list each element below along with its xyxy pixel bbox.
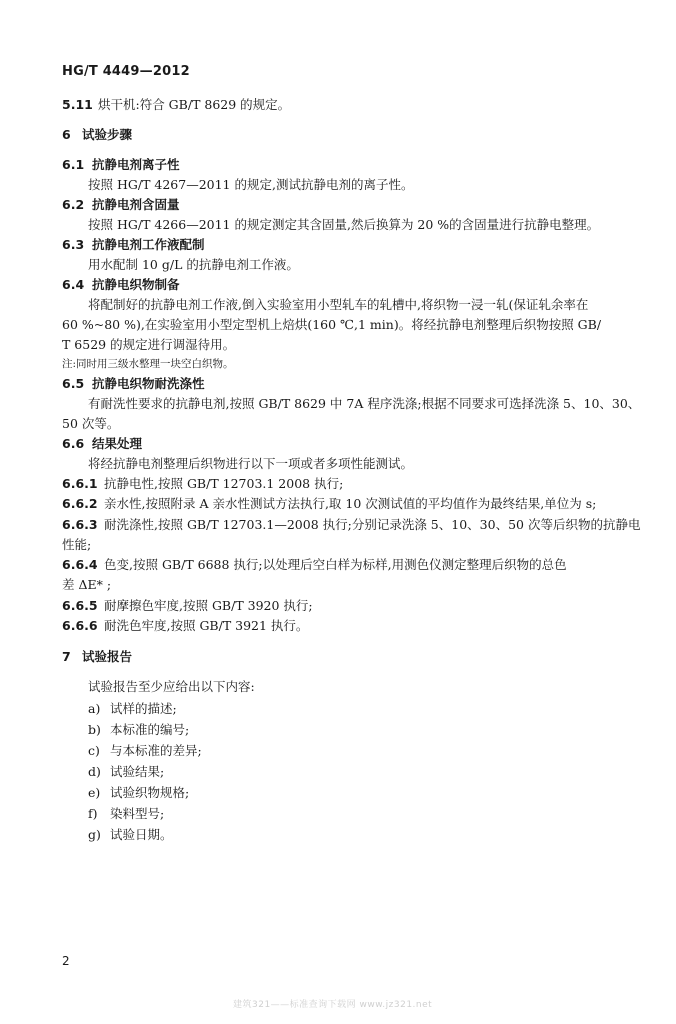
clause-6-5-body-line-1: 有耐洗性要求的抗静电剂,按照 GB/T 8629 中 7A 程序洗涤;根据不同要求可选择洗涤 5、10、30、 [88, 396, 641, 411]
clause-text: 烘干机:符合 GB/T 8629 的规定。 [98, 97, 291, 112]
clause-number: 6.6 [62, 436, 85, 451]
clause-number: 6.6.3 [62, 517, 98, 532]
clause-5-11 [62, 96, 290, 114]
clause-number: 6.5 [62, 376, 85, 391]
list-item [88, 763, 164, 781]
section-title: 试验报告 [82, 649, 133, 664]
clause-number: 6.6.6 [62, 618, 98, 633]
clause-6-4-body-line-3: T 6529 的规定进行调湿待用。 [62, 337, 236, 352]
clause-number: 6.6.1 [62, 476, 98, 491]
clause-number: 6.4 [62, 277, 85, 292]
section-number: 7 [62, 649, 71, 664]
list-item [88, 784, 189, 802]
clause-number: 6.3 [62, 237, 85, 252]
list-item-text: 与本标准的差异; [110, 743, 202, 758]
clause-number: 6.6.5 [62, 598, 98, 613]
clause-6-6-heading [62, 435, 142, 453]
standard-number-header: HG/T 4449—2012 [62, 64, 190, 79]
clause-6-6-1 [62, 475, 343, 493]
clause-title: 抗静电剂含固量 [92, 197, 180, 212]
list-item-text: 试验日期。 [110, 827, 173, 842]
list-item-text: 本标准的编号; [110, 722, 190, 737]
clause-title: 抗静电织物制备 [92, 277, 180, 292]
list-item-marker: c) [88, 743, 100, 758]
clause-6-6-5 [62, 597, 313, 615]
clause-text: 耐洗色牢度,按照 GB/T 3921 执行。 [104, 618, 309, 633]
list-item [88, 700, 177, 718]
clause-6-3-body: 用水配制 10 g/L 的抗静电剂工作液。 [88, 257, 299, 272]
clause-6-2-heading [62, 196, 180, 214]
clause-text-line-1: 色变,按照 GB/T 6688 执行;以处理后空白样为标样,用测色仪测定整理后织物的总色 [104, 557, 567, 572]
list-item-marker: g) [88, 827, 101, 842]
clause-6-6-6 [62, 617, 308, 635]
clause-text: 抗静电性,按照 GB/T 12703.1 2008 执行; [104, 476, 344, 491]
clause-title: 抗静电剂离子性 [92, 157, 180, 172]
clause-6-1-heading [62, 156, 180, 174]
section-title: 试验步骤 [82, 127, 133, 142]
list-item [88, 826, 173, 844]
clause-text: 亲水性,按照附录 A 亲水性测试方法执行,取 10 次测试值的平均值作为最终结果,单位为 s; [104, 496, 597, 511]
list-item-marker: e) [88, 785, 101, 800]
list-item [88, 742, 202, 760]
clause-6-3-heading [62, 236, 205, 254]
clause-6-6-body: 将经抗静电剂整理后织物进行以下一项或者多项性能测试。 [88, 456, 414, 471]
list-item-text: 试验织物规格; [110, 785, 190, 800]
clause-text-line-1: 耐洗涤性,按照 GB/T 12703.1—2008 执行;分别记录洗涤 5、10、30、50 次等后织物的抗静电 [104, 517, 641, 532]
section-6-heading [62, 126, 132, 144]
list-item-text: 试样的描述; [110, 701, 177, 716]
clause-6-6-2 [62, 495, 596, 513]
list-item-marker: f) [88, 806, 98, 821]
clause-6-6-3-line-2: 性能; [62, 537, 92, 552]
clause-number: 6.6.4 [62, 557, 98, 572]
clause-number: 6.2 [62, 197, 85, 212]
list-item [88, 721, 189, 739]
clause-number: 6.1 [62, 157, 85, 172]
clause-6-5-heading [62, 375, 205, 393]
list-item [88, 805, 164, 823]
clause-6-4-heading [62, 276, 180, 294]
clause-6-6-3 [62, 516, 640, 534]
list-item-marker: d) [88, 764, 101, 779]
clause-6-6-4 [62, 556, 567, 574]
clause-6-5-body-line-2: 50 次等。 [62, 416, 120, 431]
watermark: 建筑321——标准查询下载网 www.jz321.net [233, 1000, 433, 1010]
list-item-text: 染料型号; [110, 806, 165, 821]
report-intro: 试验报告至少应给出以下内容: [88, 679, 255, 694]
page-number: 2 [62, 954, 70, 968]
clause-title: 结果处理 [92, 436, 143, 451]
clause-6-1-body: 按照 HG/T 4267—2011 的规定,测试抗静电剂的离子性。 [88, 177, 414, 192]
clause-6-4-note: 注:同时用三级水整理一块空白织物。 [62, 358, 234, 370]
clause-6-4-body-line-1: 将配制好的抗静电剂工作液,倒入实验室用小型轧车的轧槽中,将织物一浸一轧(保证轧余率在 [88, 297, 589, 312]
clause-number: 6.6.2 [62, 496, 98, 511]
section-7-heading [62, 648, 132, 666]
clause-text: 耐摩擦色牢度,按照 GB/T 3920 执行; [104, 598, 313, 613]
clause-title: 抗静电剂工作液配制 [92, 237, 205, 252]
clause-6-2-body: 按照 HG/T 4266—2011 的规定测定其含固量,然后换算为 20 %的含固量进行抗静电整理。 [88, 217, 600, 232]
clause-6-4-body-line-2: 60 %~80 %),在实验室用小型定型机上焙烘(160 ℃,1 min)。将经抗静电剂整理后织物按照 GB/ [62, 317, 602, 332]
clause-6-6-4-line-2: 差 ΔE* ; [62, 577, 112, 592]
list-item-text: 试验结果; [110, 764, 165, 779]
clause-number: 5.11 [62, 97, 93, 112]
list-item-marker: a) [88, 701, 101, 716]
section-number: 6 [62, 127, 71, 142]
clause-title: 抗静电织物耐洗涤性 [92, 376, 205, 391]
list-item-marker: b) [88, 722, 101, 737]
